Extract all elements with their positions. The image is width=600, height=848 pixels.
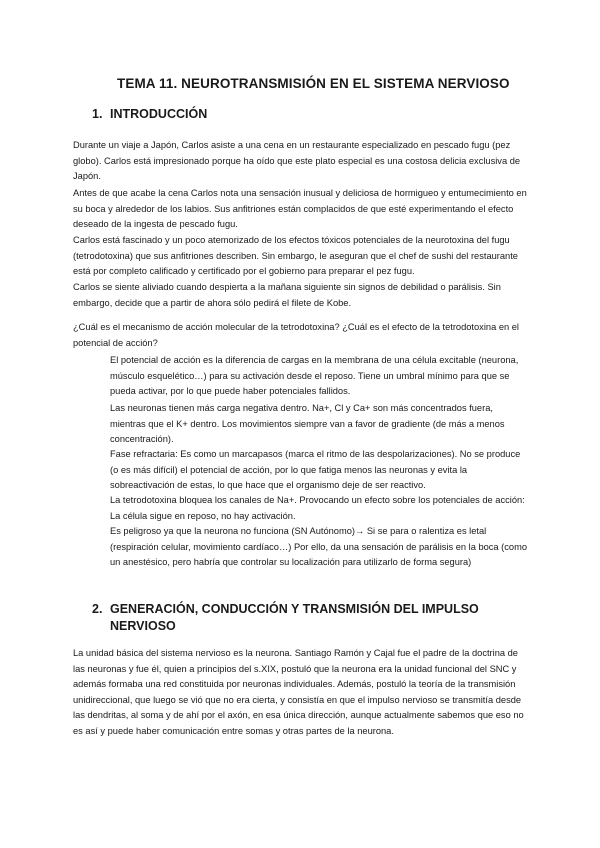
paragraph: Antes de que acabe la cena Carlos nota una sensación inusual y deliciosa de hormigueo y entumecimiento en su boca y alrededor de los labios. Sus anfitriones están complacidos de que esté experimentando el efecto deseado de la ingesta de pescado fugu. (73, 188, 527, 230)
paragraph: Carlos está fascinado y un poco atemorizado de los efectos tóxicos potenciales de la neurotoxina del fugu (tetrodotoxina) que sus anfitriones describen. Sin embargo, le aseguran que el chef de sushi del restaurante está por completo calificado y certificado por el gobierno para preparar el pez fugu. (73, 235, 518, 277)
section-title: GENERACIÓN, CONDUCCIÓN Y TRANSMISIÓN DEL IMPULSO NERVIOSO (110, 602, 479, 633)
section-title: INTRODUCCIÓN (110, 107, 208, 121)
answer-paragraph: El potencial de acción es la diferencia de cargas en la membrana de una célula excitable (neurona, músculo esquelético…) para su activación desde el reposo. Tiene un umbral mínimo para que se pueda activar, por lo que puede haber potenciales fallidos. (110, 355, 519, 397)
answer-paragraph: Es peligroso ya que la neurona no funciona (SN Autónomo)→ Si se para o ralentiza es letal (respiración celular, movimiento cardíaco…) Por ello, da una sensación de parálisis en la boca (como un anestésico, pero habría que controlar su localización para utilizarlo de forma segura) (110, 526, 528, 568)
paragraph: La unidad básica del sistema nervioso es la neurona. Santiago Ramón y Cajal fue el padre de la doctrina de las neuronas y fue él, quien a principios del s.XIX, postuló que la neurona era la unidad funcional del SNC y además formaba una red constituida por neuronas individuales. Además, postuló la teoría de la transmisión unidireccional, que luego se vió que no era cierta, y consistía en que el impulso nervioso se transmitía desde las dendritas, al soma y de ahí por el axón, en esa única dirección, aunque actualmente sabemos que eso no es así y puede haber comunicación entre somas y otras partes de la neurona. (73, 648, 524, 736)
section-number: 2. (92, 602, 103, 616)
document-title: TEMA 11. NEUROTRANSMISIÓN EN EL SISTEMA NERVIOSO (117, 76, 510, 91)
paragraph: Durante un viaje a Japón, Carlos asiste a una cena en un restaurante especializado en pescado fugu (pez globo). Carlos está impresionado porque ha oído que este plato especial es una costosa delicia exclusiva de Japón. (73, 140, 521, 182)
paragraph: Carlos se siente aliviado cuando despierta a la mañana siguiente sin signos de debilidad o parálisis. Sin embargo, decide que a partir de ahora sólo pedirá el filete de Kobe. (73, 282, 501, 308)
question-paragraph: ¿Cuál es el mecanismo de acción molecular de la tetrodotoxina? ¿Cuál es el efecto de la tetrodotoxina en el potencial de acción? (73, 322, 519, 348)
answer-paragraph: Las neuronas tienen más carga negativa dentro. Na+, Cl y Ca+ son más concentrados fuera, mientras que el K+ dentro. Los movimientos siempre van a favor de gradiente (de más a menos concentración). (110, 403, 505, 445)
section-number: 1. (92, 107, 103, 121)
answer-paragraph: Fase refractaria: Es como un marcapasos (marca el ritmo de las despolarizaciones). No se produce (o es más difícil) el potencial de acción, por lo que fatiga menos las neuronas y evita la sobreactivación de estas, lo que hace que el organismo deje de ser reactivo. (110, 449, 521, 491)
answer-paragraph: La tetrodotoxina bloquea los canales de Na+. Provocando un efecto sobre los potenciales de acción: La célula sigue en reposo, no hay activación. (110, 495, 525, 521)
